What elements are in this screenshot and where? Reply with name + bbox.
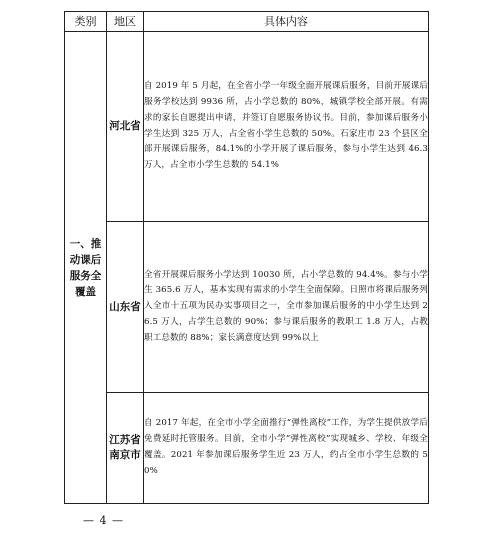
region-hebei: 河北省 xyxy=(107,32,144,222)
table-header-row xyxy=(65,12,429,32)
page-number: — 4 — xyxy=(83,514,124,527)
content-hebei: 自 2019 年 5 月起，在全省小学一年级全面开展课后服务，目前开展课后服务学校达到 9936 所，占小学总数的 80%，城镇学校全部开展。有需求的家长自愿提出申请，并签订自愿服务协议书。目前，参加课后服务小学生达到 325 万人，占全省小学生总数的 50%。石家庄市 23 个县区全部开展课后服务，84.1%的小学开展了课后服务，参与小学生达到 46.3 万人，占全市小学生总数的 54.1% xyxy=(144,32,429,222)
header-category: 类别 xyxy=(65,12,107,32)
table-row xyxy=(65,222,429,393)
region-shandong: 山东省 xyxy=(107,222,144,393)
region-nanjing: 江苏省南京市 xyxy=(107,393,144,504)
content-shandong: 全省开展课后服务小学达到 10030 所，占小学总数的 94.4%。参与小学生 365.6 万人，基本实现有需求的小学生全面保障。日照市将课后服务列入全市十五项为民办实事项目之一，全市参加课后服务的中小学生达到 26.5 万人，占学生总数的 90%；参与课后服务的教职工 1.8 万人，占教职工总数的 88%；家长满意度达到 99%以上 xyxy=(144,222,429,393)
table-row xyxy=(65,32,429,222)
header-content: 具体内容 xyxy=(144,12,429,32)
policy-table xyxy=(64,11,429,504)
header-region: 地区 xyxy=(107,12,144,32)
table-row xyxy=(65,393,429,504)
category-cell: 一、推动课后服务全覆盖 xyxy=(65,32,107,504)
content-nanjing: 自 2017 年起，在全市小学全面推行“弹性离校”工作，为学生提供放学后免费延时托管服务。目前，全市小学“弹性离校”实现城乡、学校、年级全覆盖。2021 年参加课后服务学生近 23 万人，约占全市小学生总数的 50% xyxy=(144,393,429,504)
